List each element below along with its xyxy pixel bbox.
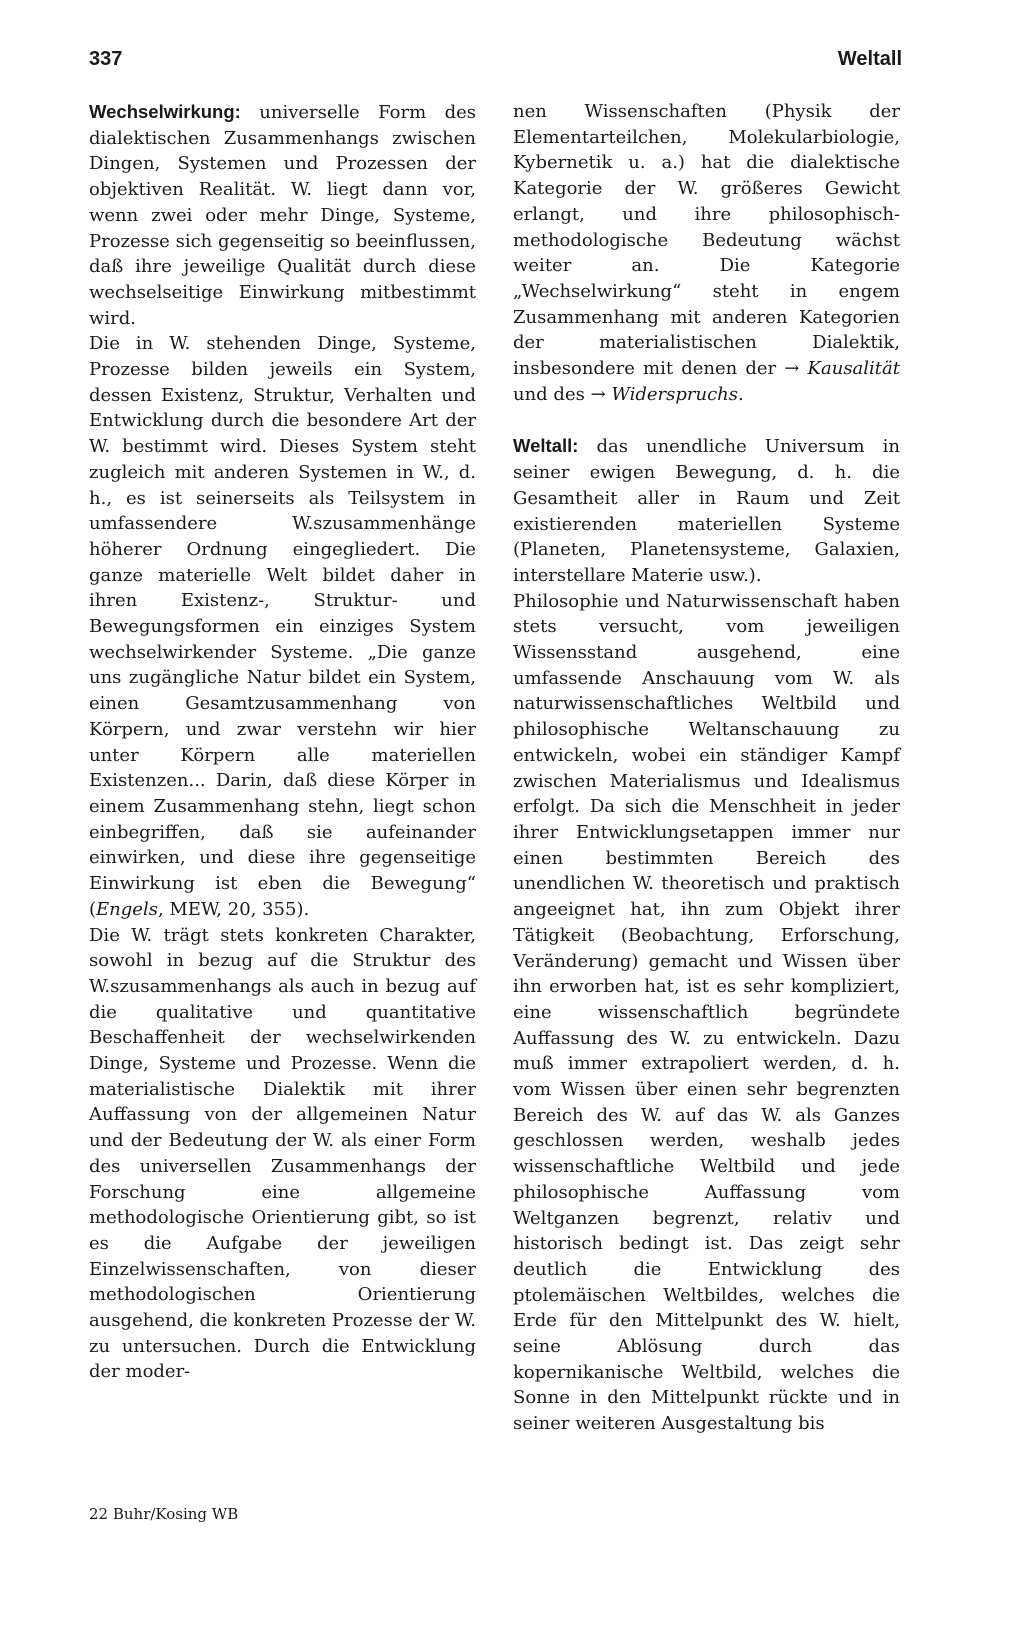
entry-weltall <box>513 433 900 588</box>
signature-mark: 22 Buhr/Kosing WB <box>89 1505 239 1523</box>
running-head: Weltall <box>837 48 902 70</box>
entry-text: das unendliche Universum in seiner ewigen Bewegung, d. h. die Gesamtheit aller in Raum und Zeit existierenden materiellen Systeme (Planeten, Planetensysteme, Galaxien, interstellare Materie usw.). <box>513 436 900 586</box>
entry-text: universelle Form des dialektischen Zusammenhangs zwischen Dingen, Systemen und Prozessen der objektiven Realität. W. liegt dann vor, wenn zwei oder mehr Dinge, Systeme, Prozesse sich gegenseitig so beeinflussen, daß ihre jeweilige Qualität durch diese wechselseitige Einwirkung mitbestimmt wird. <box>89 102 476 329</box>
right-column <box>513 99 900 1437</box>
page-number: 337 <box>89 48 123 70</box>
cross-reference-kausalitaet[interactable]: Kausalität <box>807 358 900 380</box>
headword-wechselwirkung: Wechselwirkung: <box>89 101 241 122</box>
arrow-icon: → <box>784 358 800 380</box>
headword-weltall: Weltall: <box>513 435 579 457</box>
paragraph <box>89 331 476 922</box>
paragraph: Die W. trägt stets konkreten Charakter, sowohl in bezug auf die Struktur des W.szusammenhangs als auch in bezug auf die qualitative und quantitative Beschaffenheit der wechselwirkenden Dinge, Systeme und Prozesse. Wenn die materialistische Dialektik mit ihrer Auffassung von der allgemeinen Natur und der Bedeutung der W. als einer Form des universellen Zusammenhangs der Forschung eine allgemeine methodologische Orientierung gibt, so ist es die Aufgabe der jeweiligen Einzelwissenschaften, von dieser methodologischen Orientierung ausgehend, die konkreten Prozesse der W. zu untersuchen. Durch die Entwicklung der moder- <box>89 924 477 1383</box>
paragraph-text: nen Wissenschaften (Physik der Elementarteilchen, Molekularbiologie, Kybernetik u. a.) hat die dialektische Kategorie der W. größeres Gewicht erlangt, und ihre philosophisch-methodologische Bedeutung wächst weiter an. Die Kategorie „Wechselwirkung“ steht in engem Zusammenhang mit anderen Kategorien der materialistischen Dialektik, insbesondere mit denen der <box>513 101 900 380</box>
arrow-icon: → <box>590 383 606 405</box>
paragraph-text: und des <box>513 383 591 405</box>
paragraph-text: , MEW, 20, 355). <box>157 898 310 920</box>
cross-reference-widerspruch[interactable]: Widerspruchs. <box>611 383 744 405</box>
paragraph <box>513 99 900 407</box>
paragraph: Philosophie und Naturwissenschaft haben stets versucht, vom jeweiligen Wissensstand ausgehend, eine umfassende Anschauung vom W. als naturwissenschaftliches Weltbild und philosophische Weltanschauung zu entwickeln, wobei ein ständiger Kampf zwischen Materialismus und Idealismus erfolgt. Da sich die Menschheit in jeder ihrer Entwicklungsetappen immer nur einen bestimmten Bereich des unendlichen W. theoretisch und praktisch angeeignet hat, ihn zum Objekt ihrer Tätigkeit (Beobachtung, Erforschung, Veränderung) gemacht und Wissen über ihn erworben hat, ist es sehr kompliziert, eine wissenschaftlich begründete Auffassung des W. zu entwickeln. Dazu muß immer extrapoliert werden, d. h. vom Wissen über einen sehr begrenzten Bereich des W. auf das W. als Ganzes geschlossen werden, weshalb jedes wissenschaftliche Weltbild und jede philosophische Auffassung vom Weltganzen begrenzt, relativ und historisch bedingt ist. Das zeigt sehr deutlich die Entwicklung des ptolemäischen Weltbildes, welches die Erde für den Mittelpunkt des W. hielt, seine Ablösung durch das kopernikanische Weltbild, welches die Sonne in den Mittelpunkt rückte und in seiner weiteren Ausgestaltung bis <box>513 590 900 1435</box>
entry-separator <box>513 407 900 433</box>
paragraph-text: Die in W. stehenden Dinge, Systeme, Prozesse bilden jeweils ein System, dessen Existenz, Struktur, Verhalten und Entwicklung durch die besondere Art der W. bestimmt wird. Dieses System steht zugleich mit anderen Systemen in W., d. h., es ist seinerseits als Teilsystem in umfassendere W.szusammenhänge höherer Ordnung eingegliedert. Die ganze materielle Welt bildet daher in ihren Existenz-, Struktur- und Bewegungsformen ein einziges System wechselwirkender Systeme. „Die ganze uns zugängliche Natur bildet ein System, einen Gesamtzusammenhang von Körpern, und zwar verstehn wir hier unter Körpern alle materiellen Existenzen... Darin, daß diese Körper in einem Zusammenhang stehn, liegt schon einbegriffen, daß sie aufeinander einwirken, und diese ihre gegenseitige Einwirkung ist eben die Bewegung“ ( <box>89 333 476 920</box>
citation-author: Engels <box>96 898 158 920</box>
left-column <box>89 99 476 1385</box>
entry-wechselwirkung <box>89 99 476 331</box>
